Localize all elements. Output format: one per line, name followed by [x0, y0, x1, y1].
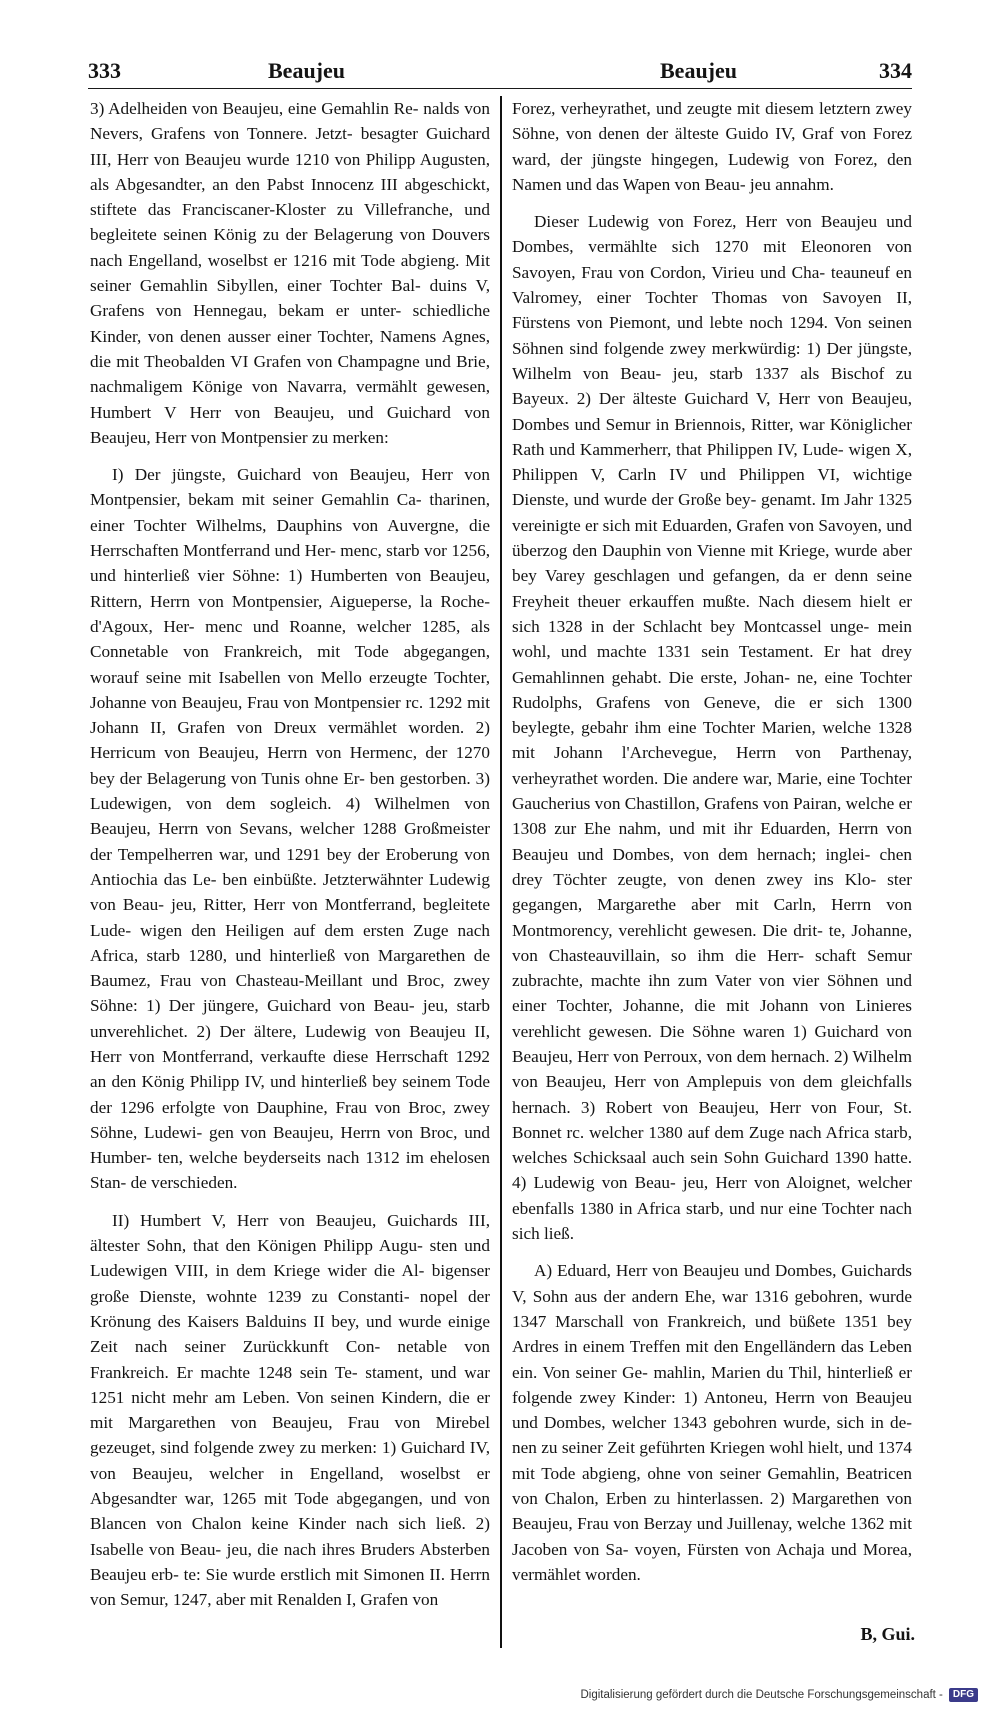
- column-divider: [500, 96, 502, 1648]
- page-number-left: 333: [88, 58, 121, 83]
- paragraph: II) Humbert V, Herr von Beaujeu, Guichards III, ältester Sohn, that den Königen Philipp Augu- sten und Ludewigen VIII, in dem Kriege wider die Al- bigenser große Dienste, wohnte 1239 zu Constanti- nopel der Krönung des Kaisers Balduins II bey, und wurde einige Zeit nach seiner Zurückkunft Con- netable von Frankreich. Er machte 1248 sein Te- stament, und war 1251 nicht mehr am Leben. Von seinen Kindern, die er mit Margarethen von Beaujeu, Frau von Mirebel gezeuget, sind folgende zwey zu merken: 1) Guichard IV, von Beaujeu, welcher in Engelland, woselbst er Abgesandter war, 1265 mit Tode abgegangen, und von Blancen von Chalon keine Kinder nach sich ließ. 2) Isabelle von Beau- jeu, die nach ihres Bruders Absterben Beaujeu erb- te: Sie wurde erstlich mit Simonen II. Herrn von Semur, 1247, aber mit Renalden I, Grafen von: [90, 1210, 490, 1610]
- header-rule: [88, 88, 912, 89]
- headword-right: Beaujeu: [660, 58, 737, 83]
- paragraph: I) Der jüngste, Guichard von Beaujeu, Herr von Montpensier, bekam mit seiner Gemahlin Ca- tharinen, einer Tochter Wilhelms, Dauphins von Auvergne, die Herrschaften Montferrand und Her- menc, starb vor 1256, und hinterließ vier Söhne: 1) Humberten von Beaujeu, Rittern, Herrn von Montpensier, Aigueperse, la Roche-d'Agoux, Her- menc und Roanne, welcher 1285, als Connetable von Frankreich, mit Tode abgegangen, worauf seine mit Isabellen von Mello erzeugte Tochter, Johanne von Beaujeu, Frau von Montpensier rc. 1292 mit Johann II, Grafen von Dreux vermählet worden. 2) Herricum von Beaujeu, Herrn von Hermenc, der 1270 bey der Belagerung von Tunis ohne Er- ben gestorben. 3) Ludewigen, von dem sogleich. 4) Wilhelmen von Beaujeu, Herrn von Sevans, welcher 1288 Großmeister der Tempelherren war, und 1291 bey der Eroberung von Antiochia das Le- ben einbüßte. Jetzterwähnter Ludewig von Beau- jeu, Ritter, Herr von Montferrand, begleitete Lude- wigen den Heiligen auf dem ersten Zuge nach Africa, starb 1280, und hinterließ von Margarethen de Baumez, Frau von Chasteau-Meillant und Broc, zwey Söhne: 1) Der jüngere, Guichard von Beau- jeu, starb unverehlichet. 2) Der ältere, Ludewig von Beaujeu II, Herr von Montferrand, verkaufte diese Herrschaft 1292 an den König Philipp IV, und hinterließ bey seinem Tode der 1296 erfolgte von Dauphine, Frau von Broc, zwey Söhne, Ludewi- gen von Beaujeu, Herrn von Broc, und Humber- ten, welche beyderseits nach 1312 im ehelosen Stan- de verschieden.: [90, 465, 490, 1193]
- paragraph: Forez, verheyrathet, und zeugte mit diesem letztern zwey Söhne, von denen der älteste Guido IV, Graf von Forez ward, der jüngste hingegen, Ludewig von Forez, den Namen und das Wapen von Beau- jeu annahm.: [512, 99, 912, 194]
- paragraph: A) Eduard, Herr von Beaujeu und Dombes, Guichards V, Sohn aus der andern Ehe, war 1316 gebohren, wurde 1347 Marschall von Frankreich, und büßete 1351 bey Ardres in einem Treffen mit den Engelländern das Leben ein. Von seiner Ge- mahlin, Marien du Thil, hinterließ er folgende zwey Kinder: 1) Antoneu, Herrn von Beaujeu und Dombes, welcher 1343 gebohren wurde, sich in de- nen zu seiner Zeit geführten Kriegen wohl hielt, und 1374 mit Tode abgieng, ohne von seiner Gemahlin, Beatricen von Chalon, Erben zu hinterlassen. 2) Margarethen von Beaujeu, Frau von Berzay und Juillenay, welche 1362 mit Jacoben von Sa- voyen, Fürsten von Achaja und Morea, vermählet worden.: [512, 1261, 912, 1584]
- funding-footer: [580, 1686, 978, 1704]
- headword-left: Beaujeu: [268, 58, 345, 83]
- footer-text: Digitalisierung gefördert durch die Deutsche Forschungsgemeinschaft -: [580, 1689, 943, 1701]
- catchword: B, Gui.: [860, 1624, 915, 1644]
- paragraph: Dieser Ludewig von Forez, Herr von Beaujeu und Dombes, vermählte sich 1270 mit Eleonoren von Savoyen, Frau von Cordon, Virieu und Cha- teauneuf en Valromey, einer Tochter Thomas von Savoyen II, Fürstens von Piemont, und lebte noch 1294. Von seinen Söhnen sind folgende zwey merkwürdig: 1) Der jüngste, Wilhelm von Beau- jeu, starb 1337 als Bischof zu Bayeux. 2) Der älteste Guichard V, Herr von Beaujeu, Dombes und Semur in Briennois, Ritter, war Königlicher Rath und Kammerherr, that Philippen IV, Lude- wigen X, Philippen V, Carln IV und Philippen VI, wichtige Dienste, und wurde der Große bey- genamt. Im Jahr 1325 vereinigte er sich mit Eduarden, Grafen von Savoyen, und überzog den Dauphin von Vienne mit Kriege, wurde aber bey Varey geschlagen und gefangen, da er denn seine Freyheit theuer erkauffen mußte. Nach diesem hielt er sich 1328 in der Schlacht bey Montcassel unge- mein wohl, und machte 1331 sein Testament. Er hat drey Gemahlinnen gehabt. Die erste, Johan- ne, eine Tochter Rudolphs, Grafens von Geneve, die er sich 1300 beylegte, gebahr ihm eine Tochter Marien, welche 1328 mit Johann l'Archevegue, Herrn von Parthenay, verheyrathet worden. Die andere war, Marie, eine Tochter Gaucherius von Chastillon, Grafens von Pairan, welche er 1308 zur Ehe nahm, und mit ihr Eduarden, Herrn von Beaujeu und Dombes, von dem hernach; inglei- chen drey Töchter zeugte, von denen zwey ins Klo- ster gegangen, Margarethe aber mit Carln, Herrn von Montmorency, verehlicht gewesen. Die drit- te, Johanne, von Chasteauvillain, so ihm die Herr- schaft Semur zubrachte, machte ihn zum Vater von vier Söhnen und einer Tochter, Johanne, die mit Johann von Linieres verehlicht gewesen. Die Söhne waren 1) Guichard von Beaujeu, Herr von Perroux, von dem hernach. 2) Wilhelm von Beaujeu, Herr von Amplepuis von dem gleichfalls hernach. 3) Robert von Beaujeu, Herr von Four, St. Bonnet rc. welcher 1380 auf dem Zuge nach Africa starb, welches Schicksaal auch sein Sohn Guichard 1390 hatte. 4) Ludewig von Beau- jeu, Herr von Aloignet, welcher ebenfalls 1380 in Africa starb, und nur eine Tochter nach sich ließ.: [512, 212, 912, 1244]
- left-column: [90, 96, 490, 1625]
- right-column: [512, 96, 912, 1599]
- page-number-right: 334: [879, 58, 912, 83]
- dfg-logo-icon: DFG: [949, 1688, 978, 1702]
- running-header: [88, 58, 912, 86]
- paragraph: 3) Adelheiden von Beaujeu, eine Gemahlin Re- nalds von Nevers, Grafens von Tonnere. Jetzt- besagter Guichard III, Herr von Beaujeu wurde 1210 von Philipp Augusten, als Abgesandter, an den Pabst Innocenz III abgeschickt, stiftete das Franciscaner-Kloster zu Villefranche, und begleitete seinen König zu der Belagerung von Douvers nach Engelland, woselbst er 1216 mit Tode abgieng. Mit seiner Gemahlin Sibyllen, einer Tochter Bal- duins V, Grafens von Hennegau, bekam er unter- schiedliche Kinder, von denen ausser einer Tochter, Namens Agnes, die mit Theobalden VI Grafen von Champagne und Brie, nachmaligem Könige von Navarra, vermählt gewesen, Humbert V Herr von Beaujeu, und Guichard von Beaujeu, Herr von Montpensier zu merken:: [90, 99, 490, 447]
